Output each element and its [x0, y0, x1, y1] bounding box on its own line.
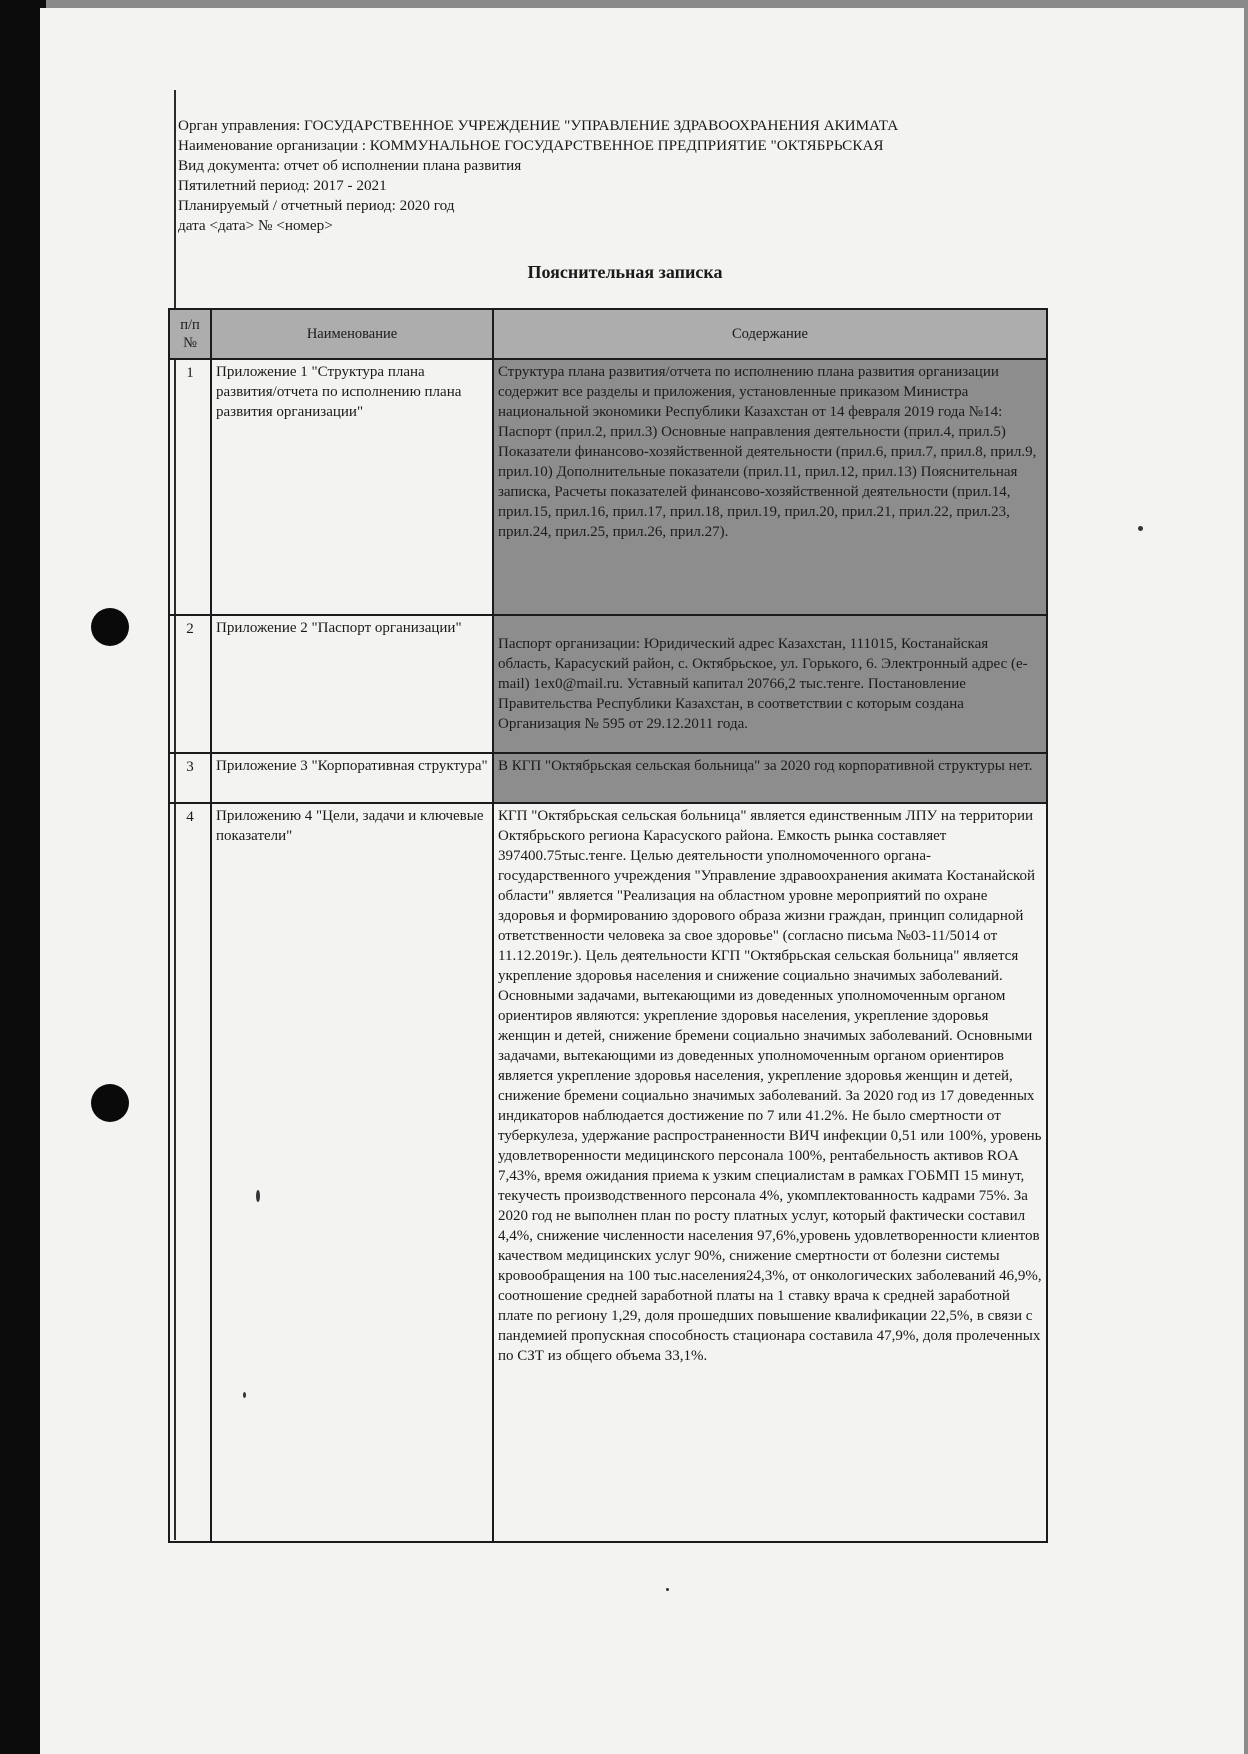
header-line-date-number: дата <дата> № <номер>	[178, 217, 333, 234]
table-header-row	[169, 309, 1047, 359]
row-num: 2	[169, 615, 211, 753]
header-line-authority: Орган управления: ГОСУДАРСТВЕННОЕ УЧРЕЖДЕНИЕ "УПРАВЛЕНИЕ ЗДРАВООХРАНЕНИЯ АКИМАТА	[178, 117, 899, 134]
row-name: Приложение 1 "Структура плана развития/отчета по исполнению плана развития организации"	[211, 359, 493, 615]
document-header	[178, 116, 1078, 236]
explanatory-note-table	[168, 308, 1048, 1543]
punch-hole-top	[91, 608, 129, 646]
table-row	[169, 615, 1047, 753]
scan-speck	[666, 1588, 669, 1591]
row-content: Структура плана развития/отчета по исполнению плана развития организации содержит все разделы и приложения, установленные приказом Министра национальной экономики Республики Казахстан от 14 февраля 2019 года №14: Паспорт (прил.2, прил.3) Основные направления деятельности (прил.4, прил.5) Показатели финансово-хозяйственной деятельности (прил.6, прил.7, прил.8, прил.9, прил.10) Дополнительные показатели (прил.11, прил.12, прил.13) Пояснительная записка, Расчеты показателей финансово-хозяйственной деятельности (прил.14, прил.15, прил.16, прил.17, прил.18, прил.19, прил.20, прил.21, прил.22, прил.23, прил.24, прил.25, прил.26, прил.27).	[493, 359, 1047, 615]
scan-speck	[1138, 526, 1143, 531]
document-title: Пояснительная записка	[527, 262, 723, 282]
header-content: Содержание	[493, 309, 1047, 359]
row-name: Приложение 3 "Корпоративная структура"	[211, 753, 493, 803]
row-num: 4	[169, 803, 211, 1542]
row-content: Паспорт организации: Юридический адрес Казахстан, 111015, Костанайская область, Карасуский район, с. Октябрьское, ул. Горького, 6. Электронный адрес (e-mail) 1ex0@mail.ru. Уставный капитал 20766,2 тыс.тенге. Постановление Правительства Республики Казахстан, в соответствии с которым создана Организация № 595 от 29.12.2011 года.	[493, 615, 1047, 753]
header-line-organization: Наименование организации : КОММУНАЛЬНОЕ ГОСУДАРСТВЕННОЕ ПРЕДПРИЯТИЕ "ОКТЯБРЬСКАЯ	[178, 137, 884, 154]
header-name: Наименование	[211, 309, 493, 359]
row-num: 1	[169, 359, 211, 615]
header-line-reporting-period: Планируемый / отчетный период: 2020 год	[178, 197, 455, 214]
punch-hole-bottom	[91, 1084, 129, 1122]
header-line-period: Пятилетний период: 2017 - 2021	[178, 177, 387, 194]
header-num: п/п №	[169, 309, 211, 359]
row-content: В КГП "Октябрьская сельская больница" за 2020 год корпоративной структуры нет.	[493, 753, 1047, 803]
table-row	[169, 753, 1047, 803]
row-name: Приложению 4 "Цели, задачи и ключевые показатели"	[211, 803, 493, 1542]
row-name: Приложение 2 "Паспорт организации"	[211, 615, 493, 753]
row-num: 3	[169, 753, 211, 803]
table-row	[169, 359, 1047, 615]
row-content: КГП "Октябрьская сельская больница" является единственным ЛПУ на территории Октябрьского региона Карасуского района. Емкость рынка составляет 397400.75тыс.тенге. Целью деятельности уполномоченного органа-государственного учреждения "Управление здравоохранения акимата Костанайской области" является "Реализация на областном уровне мероприятий по охране здоровья и формированию здорового образа жизни граждан, принцип солидарной ответственности человека за свое здоровье" (согласно письма №03-11/5014 от 11.12.2019г.). Цель деятельности КГП "Октябрьская сельская больница" является укрепление здоровья населения и снижение социально значимых заболеваний. Основными задачами, вытекающими из доведенных уполномоченным органом ориентиров являются: укрепление здоровья населения, укрепление здоровья женщин и детей, снижение бремени социально значимых заболеваний. Основными задачами, вытекающими из доведенных уполномоченным органом ориентиров является укрепление здоровья населения, укрепление здоровья женщин и детей, снижение бремени социально значимых заболеваний. За 2020 год из 17 доведенных индикаторов наблюдается достижение по 7 или 41.2%. Не было смертности от туберкулеза, удержание распространенности ВИЧ инфекции 0,51 или 100%, уровень удовлетворенности медицинского персонала 100%, рентабельность активов ROA 7,43%, время ожидания приема к узким специалистам в рамках ГОБМП 15 минут, текучесть производственного персонала 4%, укомплектованность кадрами 75%. За 2020 год не выполнен план по росту платных услуг, который фактически составил 4,4%, снижение численности населения 97,6%,уровень удовлетворенности клиентов качеством медицинских услуг 90%, снижение смертности от болезни системы кровообращения на 100 тыс.населения24,3%, от онкологических заболеваний 46,9%, соотношение средней заработной платы на 1 ставку врача к средней заработной плате по региону 1,29, доля прошедших повышение квалификации 22,5%, в связи с пандемией пропускная способность стационара составила 47,9%, доля пролеченных по СЗТ из общего объема 33,1%.	[493, 803, 1047, 1542]
header-line-doc-type: Вид документа: отчет об исполнении плана развития	[178, 157, 522, 174]
table-row	[169, 803, 1047, 1542]
